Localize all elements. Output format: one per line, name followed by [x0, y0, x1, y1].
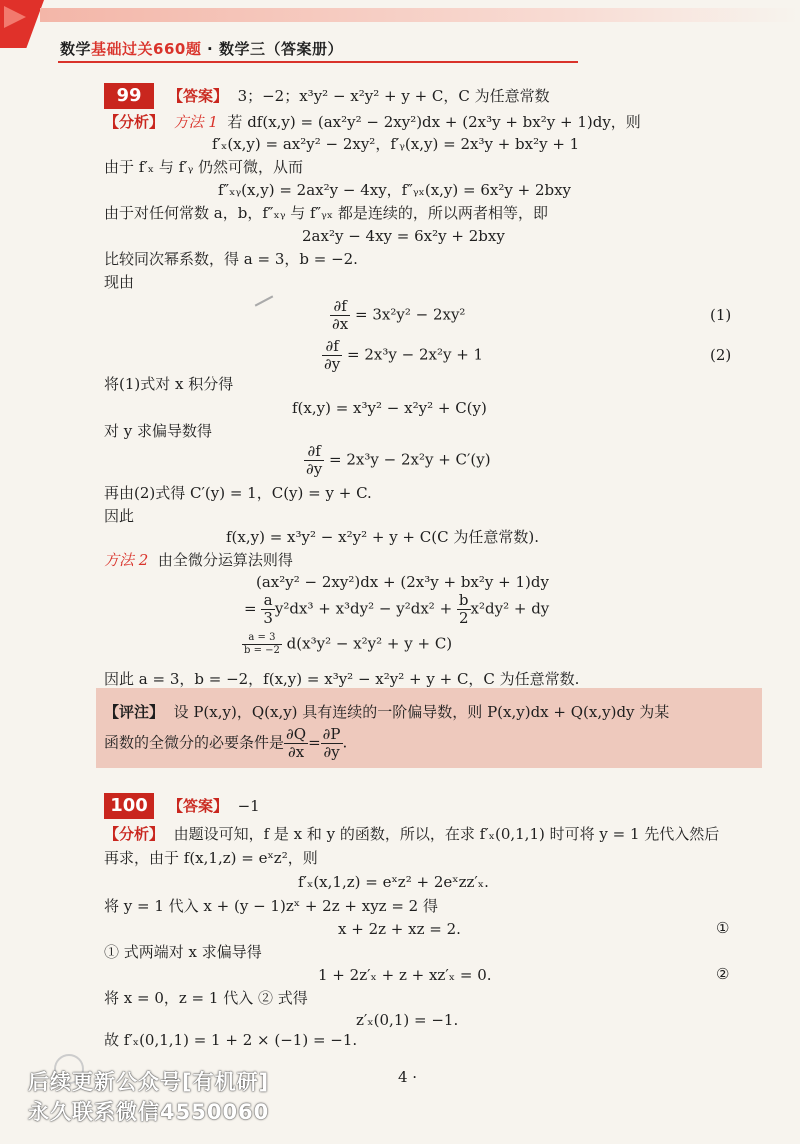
- method-2-line: 方法 2 由全微分运算法则得: [104, 551, 293, 569]
- text-line: 现由: [104, 273, 135, 291]
- top-decoration-band: [40, 8, 800, 22]
- text-line: 由于 f′ₓ 与 f′ᵧ 仍然可微，从而: [104, 158, 303, 176]
- math-line: f(x,y) = x³y² − x²y² + y + C(C 为任意常数).: [226, 528, 539, 546]
- math-line: f′ₓ(x,y) = ax²y² − 2xy²，f′ᵧ(x,y) = 2x³y + bx²y + 1: [212, 135, 580, 153]
- final-line: 故 f′ₓ(0,1,1) = 1 + 2 × (−1) = −1.: [104, 1031, 358, 1049]
- question-number-badge: 99: [104, 83, 154, 109]
- answer-line: 【答案】 3；−2；x³y² − x²y² + y + C，C 为任意常数: [168, 87, 550, 105]
- math-line: x + 2z + xz = 2.: [338, 920, 461, 938]
- stray-mark: [255, 295, 274, 306]
- conclusion-line: 因此 a = 3，b = −2，f(x,y) = x³y² − x²y² + y + C，C 为任意常数.: [104, 670, 580, 688]
- text-line: 对 y 求偏导数得: [104, 422, 213, 440]
- page-number: 4 ·: [398, 1068, 418, 1086]
- answer-line: 【答案】 −1: [168, 797, 260, 815]
- math-line: f″ₓᵧ(x,y) = 2ax²y − 4xy，f″ᵧₓ(x,y) = 6x²y + 2bxy: [218, 181, 572, 199]
- math-line: f′ₓ(x,1,z) = eˣz² + 2eˣzz′ₓ.: [298, 873, 489, 891]
- text-line: 再求，由于 f(x,1,z) = eˣz²，则: [104, 849, 318, 867]
- analysis-line-1: 【分析】 方法 1 若 df(x,y) = (ax²y² − 2xy²)dx + (2x³y + bx²y + 1)dy，则: [104, 113, 641, 131]
- text-line: 将 y = 1 代入 x + (y − 1)zˣ + 2z + xyz = 2 得: [104, 897, 438, 915]
- header-rule: [58, 61, 578, 63]
- text-line: 将(1)式对 x 积分得: [104, 375, 234, 393]
- analysis-line-1: 【分析】 由题设可知，f 是 x 和 y 的函数，所以，在求 f′ₓ(0,1,1) 时可将 y = 1 先代入然后: [104, 825, 720, 843]
- question-number-badge: 100: [104, 793, 154, 819]
- math-line: f(x,y) = x³y² − x²y² + C(y): [292, 399, 487, 417]
- remark-line-2: 函数的全微分的必要条件是 $\frac{\partial Q}{\partial x}$ = $\frac{\partial P}{\partial y}$ .: [104, 725, 348, 761]
- watermark-line-1: 后续更新公众号[有机研]: [28, 1070, 270, 1094]
- text-line: 由于对任何常数 a，b，f″ₓᵧ 与 f″ᵧₓ 都是连续的，所以两者相等，即: [104, 204, 548, 222]
- book-title: 数学基础过关660题 · 数学三（答案册）: [60, 40, 343, 58]
- equation-number: (1): [710, 306, 732, 324]
- math-line: z′ₓ(0,1) = −1.: [356, 1011, 459, 1029]
- math-line: = $\frac{a}{3}$ y²dx³ + x³dy² − y²dx² + $\frac{b}{2}$ x²dy² + dy: [244, 591, 550, 627]
- text-line: 比较同次幂系数，得 a = 3，b = −2.: [104, 250, 358, 268]
- equation-2: $\frac{\partial f}{\partial y}$ = 2x³y − 2x²y + 1: [324, 337, 484, 373]
- remark-line-1: 【评注】 设 P(x,y)，Q(x,y) 具有连续的一阶偏导数，则 P(x,y)dx + Q(x,y)dy 为某: [104, 703, 670, 721]
- text-line: ① 式两端对 x 求偏导得: [104, 943, 262, 961]
- math-line: 2ax²y − 4xy = 6x²y + 2bxy: [302, 227, 505, 245]
- text-line: 再由(2)式得 C′(y) = 1，C(y) = y + C.: [104, 484, 372, 502]
- math-line: $\frac{a = 3}{b = -2}$ d(x³y² − x²y² + y + C): [244, 632, 453, 656]
- equation-number: ①: [716, 919, 730, 937]
- equation-number: ②: [716, 965, 730, 983]
- text-line: 因此: [104, 507, 135, 525]
- math-line: (ax²y² − 2xy²)dx + (2x³y + bx²y + 1)dy: [256, 573, 549, 591]
- equation-1: $\frac{\partial f}{\partial x}$ = 3x²y² − 2xy²: [332, 297, 466, 333]
- text-line: 将 x = 0，z = 1 代入 ② 式得: [104, 989, 308, 1007]
- equation-number: (2): [710, 346, 732, 364]
- math-line: 1 + 2z′ₓ + z + xz′ₓ = 0.: [318, 966, 492, 984]
- equation-3: $\frac{\partial f}{\partial y}$ = 2x³y − 2x²y + C′(y): [306, 442, 491, 478]
- watermark-line-2: 永久联系微信4550060: [28, 1100, 270, 1124]
